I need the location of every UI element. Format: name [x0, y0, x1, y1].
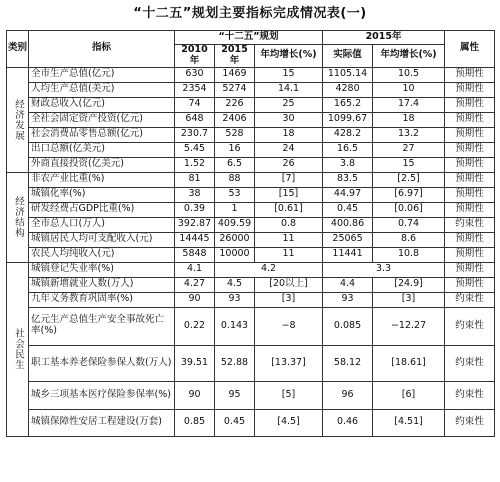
table-row	[7, 202, 495, 217]
actual-annual-growth: [0.06]	[373, 202, 445, 217]
actual-annual-growth: 0.74	[373, 217, 445, 232]
plan-2015: 6.5	[215, 157, 255, 172]
plan-annual-growth: [7]	[255, 172, 323, 187]
table-row	[7, 97, 495, 112]
actual-value: 0.085	[323, 307, 373, 345]
plan-annual-growth: 24	[255, 142, 323, 157]
actual-value: 11441	[323, 247, 373, 262]
property-value: 预期性	[445, 112, 495, 127]
table-row	[7, 157, 495, 172]
table-row	[7, 247, 495, 262]
value-2010: 0.85	[175, 409, 215, 436]
value-2010: 0.39	[175, 202, 215, 217]
property-value: 预期性	[445, 232, 495, 247]
actual-annual-growth: [24.9]	[373, 277, 445, 292]
indicator-name: 全市生产总值(亿元)	[29, 67, 175, 82]
actual-annual-growth: 17.4	[373, 97, 445, 112]
indicator-name: 亿元生产总值生产安全事故死亡率(%)	[29, 307, 175, 345]
property-value: 预期性	[445, 127, 495, 142]
actual-annual-growth: −12.27	[373, 307, 445, 345]
header-actual-value: 实际值	[323, 45, 373, 68]
value-2010: 4.1	[175, 262, 215, 277]
plan-annual-growth: [20以上]	[255, 277, 323, 292]
indicator-name: 财政总收入(亿元)	[29, 97, 175, 112]
value-2010: 14445	[175, 232, 215, 247]
table-row	[7, 292, 495, 307]
actual-value: 4.4	[323, 277, 373, 292]
plan-annual-growth: 26	[255, 157, 323, 172]
plan-2015: 0.143	[215, 307, 255, 345]
value-2010: 1.52	[175, 157, 215, 172]
plan-2015: 10000	[215, 247, 255, 262]
property-value: 预期性	[445, 142, 495, 157]
plan-2015: 53	[215, 187, 255, 202]
actual-value: 400.86	[323, 217, 373, 232]
plan-annual-growth: 30	[255, 112, 323, 127]
plan-target-merged: 4.2	[215, 262, 323, 277]
actual-annual-growth: 15	[373, 157, 445, 172]
plan-2015: 1469	[215, 67, 255, 82]
header-y2010: 2010年	[175, 45, 215, 68]
table-row	[7, 232, 495, 247]
header-y2015: 2015年	[215, 45, 255, 68]
plan-2015: 93	[215, 292, 255, 307]
plan-2015: 0.45	[215, 409, 255, 436]
plan-annual-growth: [15]	[255, 187, 323, 202]
property-value: 预期性	[445, 202, 495, 217]
property-value: 约束性	[445, 217, 495, 232]
table-row	[7, 127, 495, 142]
actual-annual-growth: [6.97]	[373, 187, 445, 202]
actual-value: 0.46	[323, 409, 373, 436]
plan-annual-growth: [5]	[255, 381, 323, 409]
indicator-table	[6, 30, 495, 437]
table-row	[7, 345, 495, 381]
plan-annual-growth: [0.61]	[255, 202, 323, 217]
actual-value: 93	[323, 292, 373, 307]
header-actual-group: 2015年	[323, 31, 445, 45]
property-value: 约束性	[445, 345, 495, 381]
plan-2015: 226	[215, 97, 255, 112]
table-row	[7, 67, 495, 82]
value-2010: 5.45	[175, 142, 215, 157]
actual-value: 4280	[323, 82, 373, 97]
table-row	[7, 277, 495, 292]
indicator-name: 外商直接投资(亿美元)	[29, 157, 175, 172]
table-row	[7, 172, 495, 187]
property-value: 预期性	[445, 172, 495, 187]
plan-annual-growth: 15	[255, 67, 323, 82]
indicator-name: 社会消费品零售总额(亿元)	[29, 127, 175, 142]
actual-annual-growth: 8.6	[373, 232, 445, 247]
indicator-name: 人均生产总值(美元)	[29, 82, 175, 97]
plan-annual-growth: 0.8	[255, 217, 323, 232]
indicator-name: 九年义务教育巩固率(%)	[29, 292, 175, 307]
value-2010: 230.7	[175, 127, 215, 142]
plan-2015: 26000	[215, 232, 255, 247]
plan-2015: 16	[215, 142, 255, 157]
actual-value: 58.12	[323, 345, 373, 381]
indicator-name: 非农产业比重(%)	[29, 172, 175, 187]
table-row	[7, 262, 495, 277]
header-indicator: 指标	[29, 31, 175, 68]
plan-2015: 528	[215, 127, 255, 142]
table-row	[7, 217, 495, 232]
plan-2015: 88	[215, 172, 255, 187]
value-2010: 90	[175, 292, 215, 307]
actual-merged: 3.3	[323, 262, 445, 277]
header-actual-growth: 年均增长(%)	[373, 45, 445, 68]
header-property: 属性	[445, 31, 495, 68]
property-value: 预期性	[445, 67, 495, 82]
header-category: 类别	[7, 31, 29, 68]
actual-annual-growth: 27	[373, 142, 445, 157]
property-value: 约束性	[445, 292, 495, 307]
actual-value: 96	[323, 381, 373, 409]
plan-annual-growth: [13.37]	[255, 345, 323, 381]
plan-2015: 5274	[215, 82, 255, 97]
indicator-name: 全市总人口(万人)	[29, 217, 175, 232]
indicator-name: 城镇保障性安居工程建设(万套)	[29, 409, 175, 436]
indicator-name: 农民人均纯收入(元)	[29, 247, 175, 262]
property-value: 预期性	[445, 157, 495, 172]
actual-value: 44.97	[323, 187, 373, 202]
value-2010: 4.27	[175, 277, 215, 292]
category-economic: 经济发展	[7, 67, 29, 172]
header-annual-growth: 年均增长(%)	[255, 45, 323, 68]
actual-annual-growth: 13.2	[373, 127, 445, 142]
actual-value: 83.5	[323, 172, 373, 187]
plan-2015: 2406	[215, 112, 255, 127]
indicator-name: 职工基本养老保险参保人数(万人)	[29, 345, 175, 381]
property-value: 预期性	[445, 247, 495, 262]
value-2010: 74	[175, 97, 215, 112]
value-2010: 2354	[175, 82, 215, 97]
table-row	[7, 142, 495, 157]
value-2010: 648	[175, 112, 215, 127]
actual-annual-growth: 10.5	[373, 67, 445, 82]
table-row	[7, 381, 495, 409]
table-title: “十二五”规划主要指标完成情况表(一)	[133, 6, 367, 21]
plan-annual-growth: 18	[255, 127, 323, 142]
indicator-name: 全社会固定资产投资(亿元)	[29, 112, 175, 127]
value-2010: 39.51	[175, 345, 215, 381]
plan-annual-growth: −8	[255, 307, 323, 345]
table-row	[7, 187, 495, 202]
plan-annual-growth: [3]	[255, 292, 323, 307]
value-2010: 5848	[175, 247, 215, 262]
table-row	[7, 409, 495, 436]
indicator-name: 研发经费占GDP比重(%)	[29, 202, 175, 217]
table-row	[7, 307, 495, 345]
category-social: 社会民生	[7, 262, 29, 436]
plan-2015: 1	[215, 202, 255, 217]
indicator-name: 城镇登记失业率(%)	[29, 262, 175, 277]
actual-value: 165.2	[323, 97, 373, 112]
property-value: 预期性	[445, 82, 495, 97]
indicator-name: 城镇化率(%)	[29, 187, 175, 202]
plan-annual-growth: 11	[255, 247, 323, 262]
value-2010: 0.22	[175, 307, 215, 345]
plan-2015: 52.88	[215, 345, 255, 381]
actual-annual-growth: 10.8	[373, 247, 445, 262]
property-value: 预期性	[445, 97, 495, 112]
actual-annual-growth: [18.61]	[373, 345, 445, 381]
plan-2015: 409.59	[215, 217, 255, 232]
actual-value: 1105.14	[323, 67, 373, 82]
actual-annual-growth: [3]	[373, 292, 445, 307]
property-value: 预期性	[445, 262, 495, 277]
actual-value: 0.45	[323, 202, 373, 217]
actual-annual-growth: [6]	[373, 381, 445, 409]
value-2010: 38	[175, 187, 215, 202]
header-plan-group: “十二五”规划	[175, 31, 323, 45]
property-value: 预期性	[445, 277, 495, 292]
actual-annual-growth: 10	[373, 82, 445, 97]
property-value: 约束性	[445, 409, 495, 436]
actual-annual-growth: 18	[373, 112, 445, 127]
table-row	[7, 112, 495, 127]
value-2010: 81	[175, 172, 215, 187]
property-value: 约束性	[445, 381, 495, 409]
plan-annual-growth: 11	[255, 232, 323, 247]
actual-value: 16.5	[323, 142, 373, 157]
indicator-name: 城镇新增就业人数(万人)	[29, 277, 175, 292]
actual-value: 1099.67	[323, 112, 373, 127]
category-structure: 经济结构	[7, 172, 29, 262]
indicator-name: 城乡三项基本医疗保险参保率(%)	[29, 381, 175, 409]
property-value: 预期性	[445, 187, 495, 202]
indicator-name: 城镇居民人均可支配收入(元)	[29, 232, 175, 247]
plan-2015: 4.5	[215, 277, 255, 292]
indicator-name: 出口总额(亿美元)	[29, 142, 175, 157]
actual-value: 25065	[323, 232, 373, 247]
actual-value: 3.8	[323, 157, 373, 172]
plan-annual-growth: 14.1	[255, 82, 323, 97]
value-2010: 392.87	[175, 217, 215, 232]
value-2010: 90	[175, 381, 215, 409]
plan-annual-growth: 25	[255, 97, 323, 112]
actual-annual-growth: [2.5]	[373, 172, 445, 187]
plan-2015: 95	[215, 381, 255, 409]
actual-annual-growth: [4.51]	[373, 409, 445, 436]
plan-annual-growth: [4.5]	[255, 409, 323, 436]
property-value: 约束性	[445, 307, 495, 345]
value-2010: 630	[175, 67, 215, 82]
actual-value: 428.2	[323, 127, 373, 142]
table-row	[7, 82, 495, 97]
